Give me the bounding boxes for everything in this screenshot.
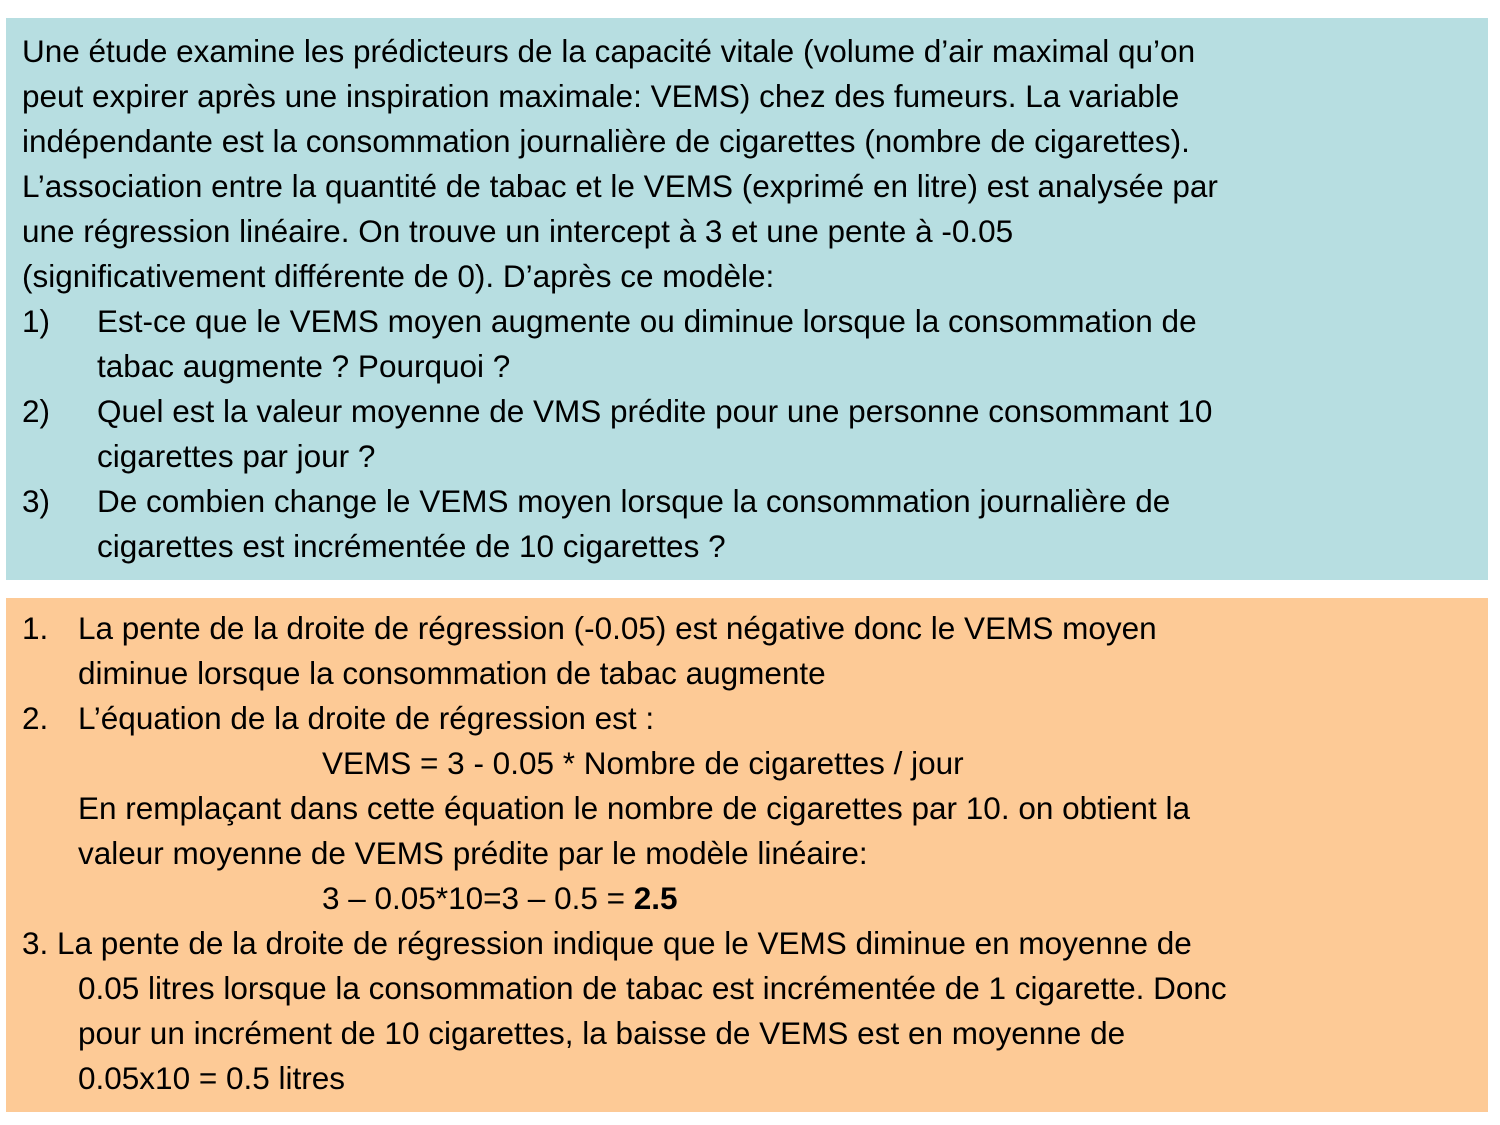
item-number: 3): [22, 483, 51, 519]
intro-line: indépendante est la consommation journalière de cigarettes (nombre de cigarettes).: [22, 123, 1190, 159]
intro-line: L’association entre la quantité de tabac et le VEMS (exprimé en litre) est analysée par: [22, 168, 1218, 204]
item-text: De combien change le VEMS moyen lorsque la consommation journalière de: [97, 483, 1171, 519]
item-text: cigarettes par jour ?: [97, 438, 376, 474]
intro-line: Une étude examine les prédicteurs de la capacité vitale (volume d’air maximal qu’on: [22, 33, 1196, 69]
item-number: 1): [22, 303, 51, 339]
item-text: diminue lorsque la consommation de tabac augmente: [78, 655, 826, 691]
calculation-text: 3 – 0.05*10=3 – 0.5 =: [322, 880, 634, 916]
intro-line: peut expirer après une inspiration maximale: VEMS) chez des fumeurs. La variable: [22, 78, 1180, 114]
answer-box: [6, 598, 1488, 1112]
question-box: [6, 18, 1488, 580]
question-item-3: [6, 479, 1488, 524]
calculation-result: 2.5: [633, 880, 678, 916]
intro-line: une régression linéaire. On trouve un intercept à 3 et une pente à -0.05: [22, 213, 1014, 249]
item-text: valeur moyenne de VEMS prédite par le modèle linéaire:: [78, 835, 868, 871]
item-text: tabac augmente ? Pourquoi ?: [97, 348, 511, 384]
question-item-2: [6, 389, 1488, 434]
item-text: La pente de la droite de régression (-0.05) est négative donc le VEMS moyen: [78, 610, 1157, 646]
item-number: 1.: [22, 610, 49, 646]
item-text: 0.05x10 = 0.5 litres: [78, 1060, 346, 1096]
item-text: cigarettes est incrémentée de 10 cigarettes ?: [97, 528, 726, 564]
calculation: [6, 876, 1488, 921]
item-text: pour un incrément de 10 cigarettes, la baisse de VEMS est en moyenne de: [78, 1015, 1126, 1051]
answer-item-2: [6, 696, 1488, 741]
question-item-1: [6, 299, 1488, 344]
item-number: 2): [22, 393, 51, 429]
answer-item-3: 3. La pente de la droite de régression indique que le VEMS diminue en moyenne de: [22, 925, 1192, 961]
item-text: 0.05 litres lorsque la consommation de tabac est incrémentée de 1 cigarette. Donc: [78, 970, 1227, 1006]
answer-item-1: [6, 606, 1488, 651]
item-text: L’équation de la droite de régression est :: [78, 700, 655, 736]
intro-line: (significativement différente de 0). D’après ce modèle:: [22, 258, 775, 294]
item-number: 2.: [22, 700, 49, 736]
regression-equation: VEMS = 3 - 0.05 * Nombre de cigarettes / jour: [322, 745, 964, 781]
item-text: Est-ce que le VEMS moyen augmente ou diminue lorsque la consommation de: [97, 303, 1197, 339]
item-text: Quel est la valeur moyenne de VMS prédite pour une personne consommant 10: [97, 393, 1213, 429]
item-text: En remplaçant dans cette équation le nombre de cigarettes par 10. on obtient la: [78, 790, 1190, 826]
